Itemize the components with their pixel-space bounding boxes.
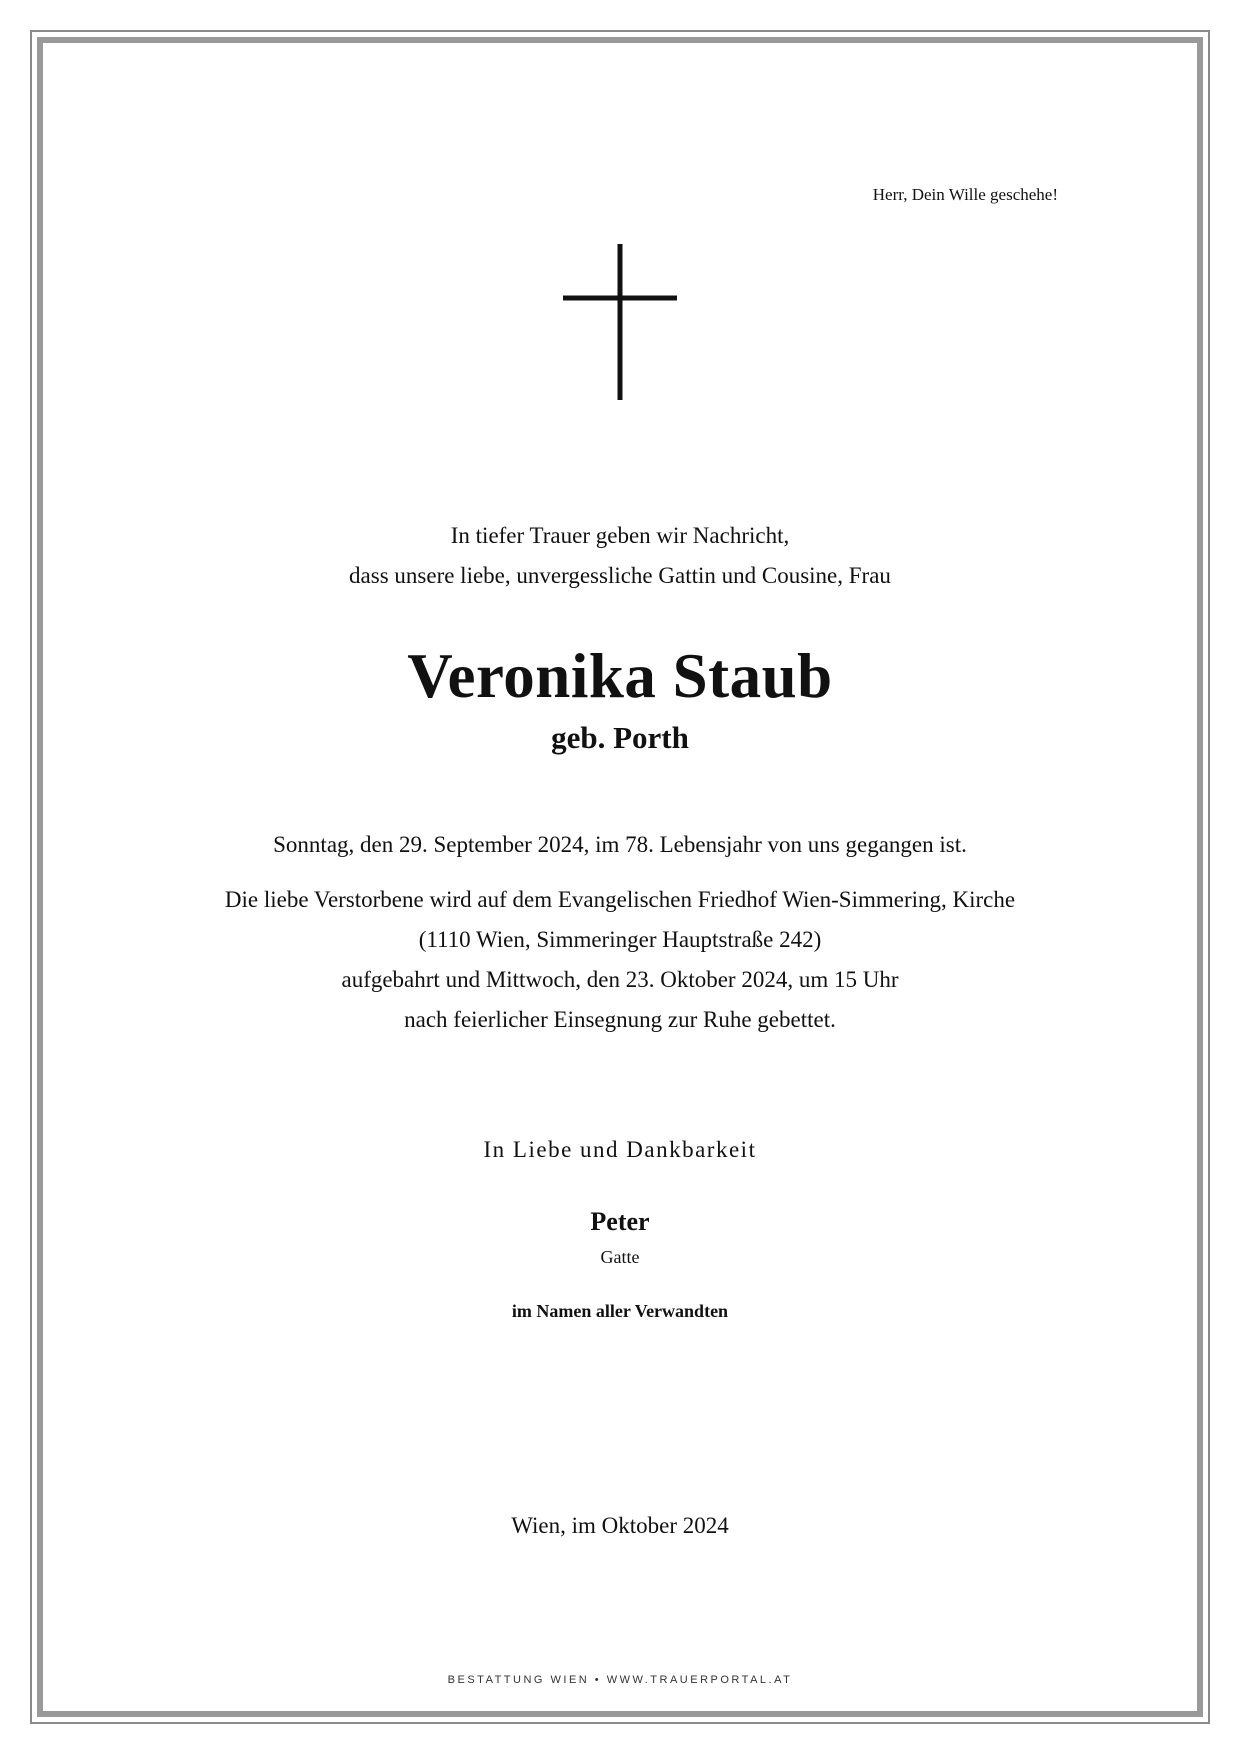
intro-text [0,516,1240,596]
funeral-details [0,880,1240,1040]
deceased-name: Veronika Staub [407,641,833,711]
funeral-line-2: (1110 Wien, Simmeringer Hauptstraße 242) [418,927,822,952]
death-notice: Sonntag, den 29. September 2024, im 78. Lebensjahr von uns gegangen ist. [273,832,967,857]
cross-icon [563,244,677,400]
mourner-relation: Gatte [600,1247,640,1267]
funeral-line-4: nach feierlicher Einsegnung zur Ruhe gebettet. [404,1007,836,1032]
motto: Herr, Dein Wille geschehe! [872,185,1058,204]
closing-text: In Liebe und Dankbarkeit [483,1137,757,1162]
maiden-name: geb. Porth [551,720,689,755]
mourner-name: Peter [590,1207,650,1236]
place-date: Wien, im Oktober 2024 [511,1513,729,1538]
footer-credit: BESTATTUNG WIEN • WWW.TRAUERPORTAL.AT [447,1674,793,1686]
funeral-line-1: Die liebe Verstorbene wird auf dem Evangelischen Friedhof Wien-Simmering, Kirche [224,887,1016,912]
intro-line-2: dass unsere liebe, unvergessliche Gattin und Cousine, Frau [349,563,891,588]
funeral-line-3: aufgebahrt und Mittwoch, den 23. Oktober 2024, um 15 Uhr [341,967,899,992]
relatives-note: im Namen aller Verwandten [511,1301,729,1321]
intro-line-1: In tiefer Trauer geben wir Nachricht, [450,523,790,548]
